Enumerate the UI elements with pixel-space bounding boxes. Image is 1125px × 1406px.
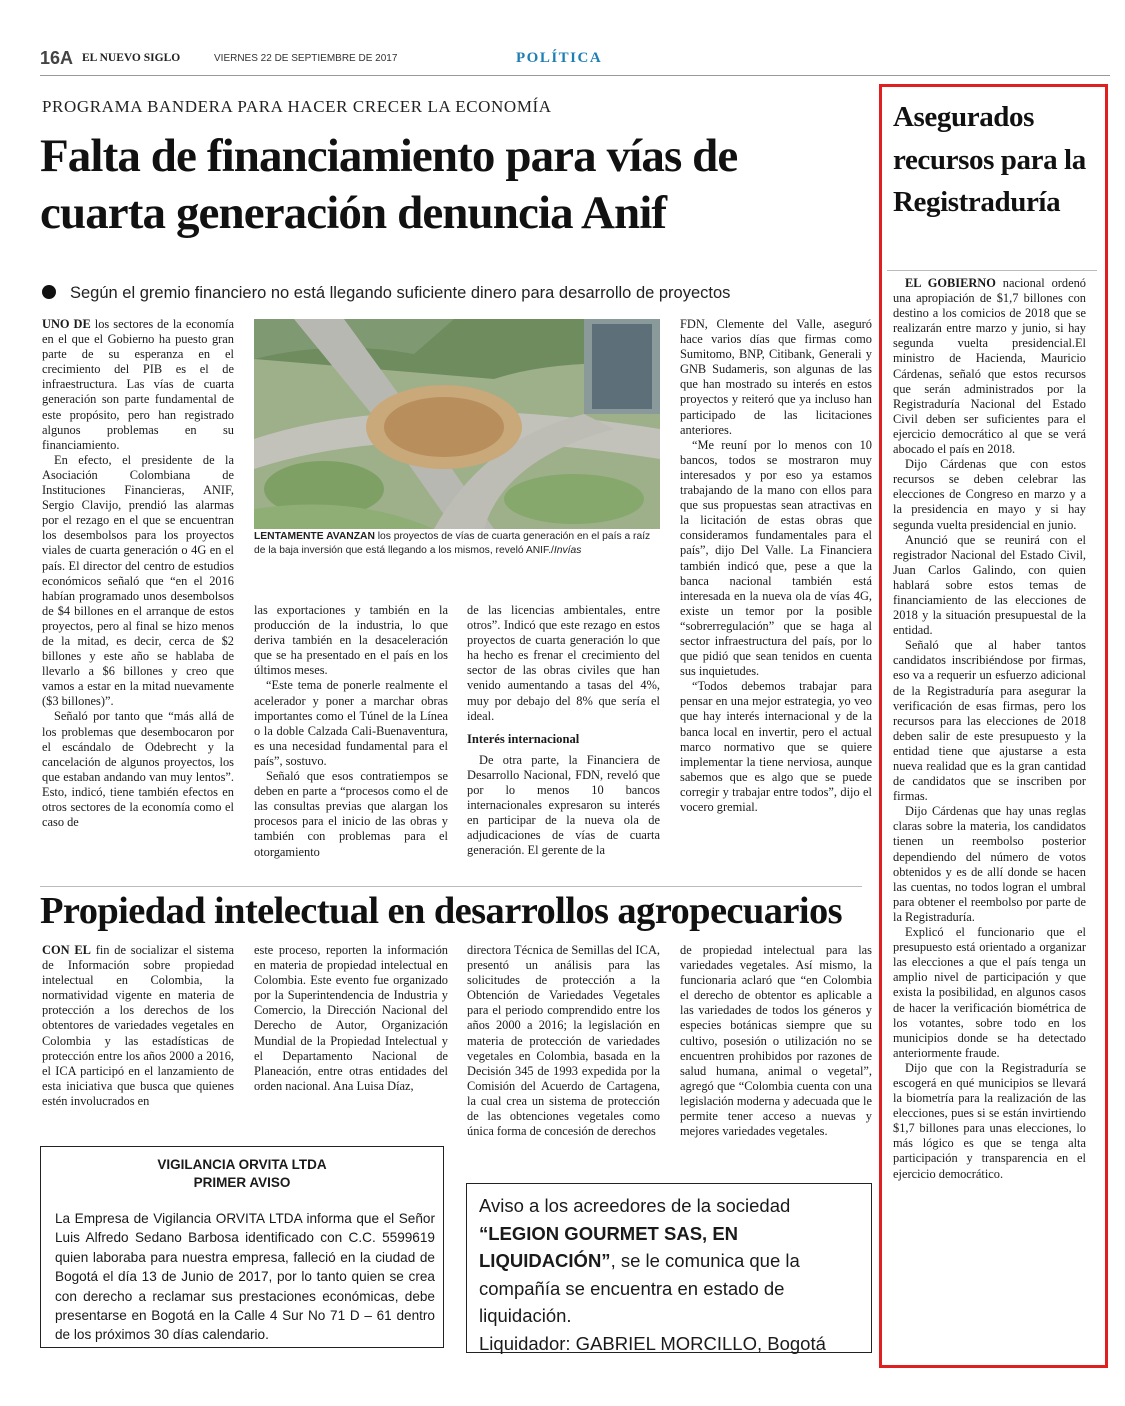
caption-text: los proyectos de vías de cuarta generación en el país a raíz de la baja inversión que está llegando a los mismos, reveló ANIF./ <box>254 531 651 557</box>
subheading: Interés internacional <box>467 731 580 746</box>
paragraph: “Me reuní por lo menos con 10 bancos, todos se mostraron muy interesados y por eso ya estamos trabajando de la mano con ellos para que sus propuestas sean atractivas en la licitación de estas obras que consideramos fundamentales para el país”, dijo Del Valle. La Financiera también indicó que, pese a que la banca nacional también está interesada en la nueva ola de vías 4G, existe un temor por la posible “sobrerregulación” que se haga al sector infraestructura del país, por lo que pidió que sean tenidos en cuenta sus inquietudes. <box>680 437 872 679</box>
article2-column-2 <box>254 943 448 1094</box>
paragraph: Dijo Cárdenas que con estos recursos se deben celebrar las elecciones de Congreso en marzo y a la presidencia en mayo y si hay segunda vuelta presidencial en junio. <box>893 457 1086 532</box>
article2-column-4 <box>680 943 872 1139</box>
paragraph: Dijo Cárdenas que hay unas reglas claras sobre la materia, los candidatos tienen un reembolso posterior dependiendo del número de votos obtenidos y es de allí donde se hacen las cuentas, no todos logran el umbral para obtener el reembolso por parte de la Registraduría. <box>893 804 1086 924</box>
article2-column-1 <box>42 943 234 1109</box>
paragraph: este proceso, reporten la información en materia de propiedad intelectual en Colombia. Este evento fue organizado por la Superintendencia de Industria y Comercio, la Dirección Nacional del Derecho de Autor, Organización Mundial de la Propiedad Intelectual y el Departamento Nacional de Planeación, entre otras entidades del orden nacional. Ana Luisa Díaz, <box>254 943 448 1093</box>
bullet-icon <box>42 285 56 299</box>
article2-column-3 <box>467 943 660 1139</box>
issue-date: VIERNES 22 DE SEPTIEMBRE DE 2017 <box>214 53 398 64</box>
paragraph: nacional ordenó una apropiación de $1,7 billones con destino a los comicios de 2018 que se realizarán entre marzo y junio, si hay segunda vuelta presidencial.El ministro de Hacienda, Mauricio Cárdenas, señaló que estos recursos que serán administrados por la Registraduría Nacional del Estado Civil deben ser suficientes para el ejercicio democrático al que se verá abocado el país en 2018. <box>893 276 1086 457</box>
paragraph: En efecto, el presidente de la Asociación Colombiana de Instituciones Financieras, ANIF, Sergio Clavijo, prendió las alarmas por el rezago en el que se encuentran los desembolsos para los proyectos viales de cuarta generación o 4G en el país. El director del centro de estudios económicos señaló que “en el 2016 habían programado unos desembolsos de $4 billones en el arranque de estos proyectos, pero al final se hizo menos de la mitad, es decir, cerca de $2 billones y este año se hablaba de llevarlo a $6 billones y creo que vamos a estar en la mitad nuevamente ($3 billones)”. <box>42 452 234 709</box>
page-number: 16A <box>40 48 74 68</box>
ad-text: , se le comunica que la compañía se encuentra en estado de liquidación. <box>479 1250 800 1326</box>
classified-ad-orvita <box>40 1146 444 1348</box>
paragraph: Explicó el funcionario que el presupuesto está orientado a organizar las elecciones a que el país tenga un amplio nivel de participación y que exista la posibilidad, en algunos casos de hacer la verificación biométrica de los votantes, sobre todo en los municipios donde se ha detectado anteriormente fraude. <box>893 925 1086 1060</box>
lead-in: CON EL <box>42 943 91 957</box>
sidebar-rule <box>887 270 1097 271</box>
article-headline: Falta de financiamiento para vías de cuarta generación denuncia Anif <box>40 130 738 239</box>
article-column-4 <box>680 317 872 815</box>
paragraph: “Todos debemos trabajar para pensar en una mejor estrategia, yo veo que hay interés internacional y de la banca local en invertir, pero el actual marco normativo que se quiere implementar la tiene nerviosa, aunque sabemos que es algo que se puede corregir y trabajar entre todos”, dijo el vocero gremial. <box>680 679 872 814</box>
ad-body: La Empresa de Vigilancia ORVITA LTDA informa que el Señor Luis Alfredo Sedano Barbosa identificado con C.C. 5599619 quien laboraba para nuestra empresa, falleció en la ciudad de Bogotá el día 13 de Junio de 2017, por lo tanto quien se crea con derecho a reclamar sus prestaciones económicas, debe presentarse en Bogotá en la Calle 4 Sur No 71 D – 61 dentro de los próximos 30 días calendario. <box>55 1211 435 1343</box>
sidebar-column <box>893 276 1086 1182</box>
header-rule <box>40 75 1110 76</box>
summary-text: Según el gremio financiero no está llegando suficiente dinero para desarrollo de proyectos <box>70 284 731 302</box>
newspaper-name: EL NUEVO SIGLO <box>82 52 181 64</box>
paragraph: de las licencias ambientales, entre otros”. Indicó que este rezago en estos proyectos de cuarta generación lo que ha hecho es frenar el crecimiento del sector de las obras civiles que han venido aumentando a tasas del 4%, muy por debajo del 8% que sería el ideal. <box>467 603 660 723</box>
paragraph: las exportaciones y también en la producción de la industria, lo que deriva también en la desaceleración que se ha presentado en el país en los últimos meses. <box>254 603 448 678</box>
caption-lead: LENTAMENTE AVANZAN <box>254 531 375 542</box>
classified-ad-legion <box>466 1183 872 1353</box>
paragraph: directora Técnica de Semillas del ICA, presentó un análisis para las solicitudes de protección a la Obtención de Variedades Vegetales para el periodo comprendido entre los años 2000 a 2016; la legislación en materia de protección de variedades vegetales en Colombia, basada en la Decisión 345 de 1993 expedida por la Comisión del Acuerdo de Cartagena, la cual crea un sistema de protección de las obtenciones vegetales como única forma de concesión de derechos <box>467 943 660 1139</box>
photo-credit: Invías <box>553 545 582 557</box>
article-summary <box>42 284 877 303</box>
paragraph: Señaló que esos contratiempos se deben en parte a “procesos como el de las consultas previas que alargan los procesos para el inicio de las obras y también con problemas para el otorgamiento <box>254 769 448 859</box>
paragraph: los sectores de la economía en el que el Gobierno ha puesto gran parte de su esperanza en el crecimiento del PIB es el de infraestructura. Las vías de cuarta generación son parte fundamental de este propósito, pero han registrado algunos problemas en su financiamiento. <box>42 317 234 452</box>
ad-text: Aviso a los acreedores de la sociedad <box>479 1195 791 1216</box>
photo-caption <box>254 530 662 558</box>
ad-liquidator: Liquidador: GABRIEL MORCILLO, Bogotá <box>479 1332 826 1354</box>
paragraph: “Este tema de ponerle realmente el acelerador y poner a marchar obras importantes como el Túnel de la Línea o la doble Calzada Cali-Buenaventura, es una necesidad fundamental para el país”, sostuvo. <box>254 678 448 768</box>
article-column-3 <box>467 603 660 859</box>
paragraph: fin de socializar el sistema de Información sobre propiedad intelectual en Colombia, la normatividad vigente en materia de protección a los derechos de los obtentores de variedades vegetales en Colombia y las estadísticas de protección entre los años 2000 a 2016, el ICA participó en el lanzamiento de esta iniciativa que busca que quienes estén involucrados en <box>42 943 234 1108</box>
paragraph: Señaló que al haber tantos candidatos inscribiéndose por firmas, eso va a requerir un esfuerzo adicional de la Registraduría para asegurar la verificación de esas firmas, pero los recursos para las elecciones de 2018 deben salir de este presupuesto y la entidad tiene que ajustarse a esta nueva realidad que es la gran cantidad de candidatos que se inscriben por firmas. <box>893 638 1086 804</box>
paragraph: Anunció que se reunirá con el registrador Nacional del Estado Civil, Juan Carlos Galindo, con quien hablará sobre estos temas de financiamiento de las elecciones de 2018 y la situación presupuestal de la entidad. <box>893 532 1086 638</box>
sidebar-headline: Asegurados recursos para la Registraduría <box>893 101 1086 218</box>
ad-company: “LEGION GOURMET SAS, EN LIQUIDACIÓN” <box>479 1222 739 1271</box>
ad-body <box>479 1192 863 1357</box>
ad-subtitle: PRIMER AVISO <box>193 1175 291 1190</box>
paragraph: de propiedad intelectual para las variedades vegetales. Así mismo, la funcionaria aclaró que “en Colombia el derecho de obtentor es aplicable a las variedades de todos los géneros y especies botánicas siempre que su cultivo, posesión o utilización no se encuentren prohibidos por razones de salud humana, animal o vegetal”, agregó que “Colombia cuenta con una legislación moderna y adecuada que le permite tener acceso a nuevas y mejores variedades vegetales. <box>680 943 872 1139</box>
section-label: POLÍTICA <box>516 50 603 66</box>
paragraph: De otra parte, la Financiera de Desarrollo Nacional, FDN, reveló que por lo menos 10 bancos internacionales expresaron su interés en participar de la nueva ola de adjudicaciones de vías de cuarta generación. El gerente de la <box>467 752 660 858</box>
section-divider <box>40 886 862 887</box>
paragraph: Señaló por tanto que “más allá de los problemas que desembocaron por el escándalo de Odebrecht y la cancelación de algunos proyectos, los que estaban andando van muy lentos”. Esto, indicó, tiene también efectos en otros sectores de la economía como el caso de <box>42 709 234 830</box>
page-header <box>40 48 1110 76</box>
article-column-1 <box>42 317 234 830</box>
article-column-2 <box>254 603 448 860</box>
lead-in: UNO DE <box>42 317 91 331</box>
ad-title: VIGILANCIA ORVITA LTDA <box>157 1157 327 1172</box>
article-kicker: PROGRAMA BANDERA PARA HACER CRECER LA ECONOMÍA <box>42 97 552 116</box>
paragraph: Dijo que con la Registraduría se escogerá en qué municipios se llevará la biometría para la realización de las elecciones, pues si se están invirtiendo $1,7 billones para unas elecciones, lo más lógico es que se tenga alta participación y transparencia en el ejercicio democrático. <box>893 1060 1086 1181</box>
article2-headline: Propiedad intelectual en desarrollos agropecuarios <box>40 890 842 932</box>
lead-in: EL GOBIERNO <box>905 276 996 290</box>
highway-photo <box>254 319 660 529</box>
paragraph: FDN, Clemente del Valle, aseguró hace varios días que firmas como Sumitomo, BNP, Citibank, Generali y GNB Sudameris, son algunas de las que han mostrado su interés en estos proyectos y reiteró que ya incluso han participado de las licitaciones anteriores. <box>680 317 872 437</box>
